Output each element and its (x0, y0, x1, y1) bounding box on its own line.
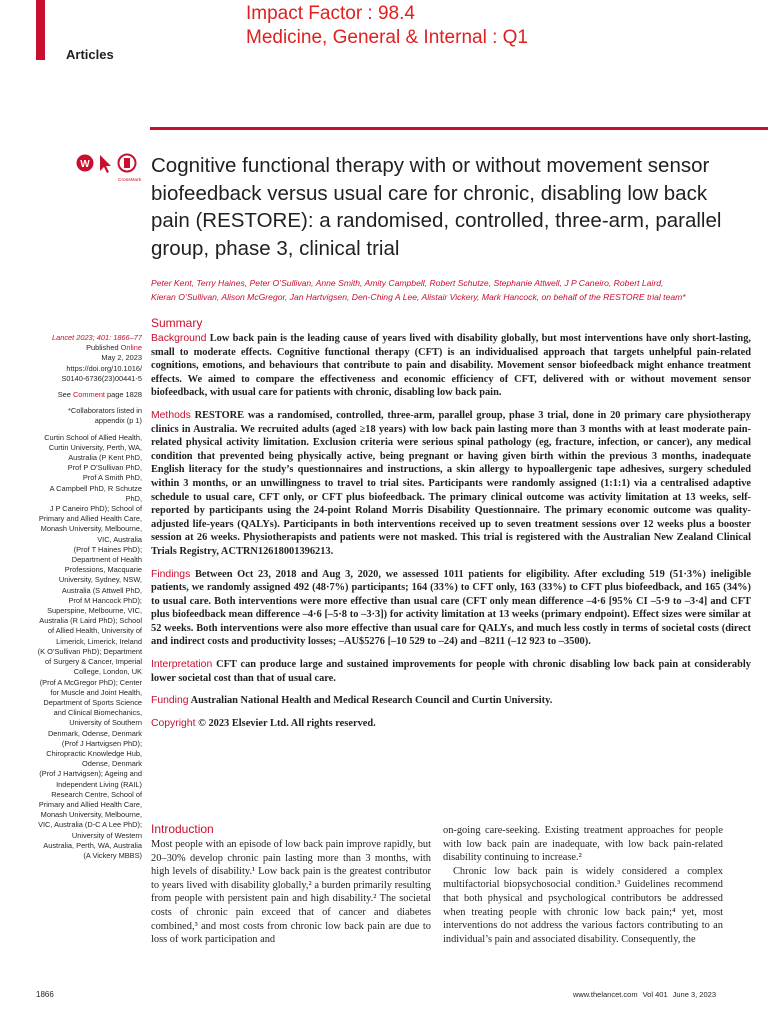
affiliation-line: Limerick, Limerick, Ireland (56, 636, 142, 646)
affiliation-line: Primary and Allied Health Care, (38, 799, 142, 809)
affiliation-line: Superspine, Melbourne, VIC, (47, 606, 142, 616)
authors-line-2: Kieran O’Sullivan, Alison McGregor, Jan Hartvigsen, Den-Ching A Lee, Alistair Vickery, Mark Hancock, on behalf of the RESTORE trial team* (151, 292, 686, 302)
affiliation-line: for Muscle and Joint Health, (50, 687, 142, 697)
affiliation-line: (Prof A McGregor PhD); Center (39, 677, 142, 687)
affiliation-line: (Prof T Haines PhD); (73, 544, 142, 554)
affiliation-line: VIC, Australia (97, 534, 142, 544)
affiliation-line: Prof A Smith PhD, (82, 473, 142, 483)
affiliation-line: Australia (S Attwell PhD, (61, 585, 142, 595)
article-badges (73, 150, 145, 190)
affiliation-line: Australia, Perth, WA, Australia (43, 840, 142, 850)
affiliation-line: Professions, Macquarie (64, 565, 142, 575)
page-number: 1866 (36, 990, 54, 999)
intro-paragraph: on-going care-seeking. Existing treatment approaches for people with low back pain are inadequate, with low back pain-related disability continuing to increase.² (443, 825, 723, 864)
affiliation-line: Monash University, Melbourne, (40, 810, 142, 820)
affiliations (36, 433, 142, 862)
affiliation-line: of Allied Health, University of (47, 626, 142, 636)
title-rule (150, 127, 768, 130)
summary-interpretation: Interpretation CFT can produce large and sustained improvements for people with chronic disabling low back pain at considerably lower societal cost than that of usual care. (151, 659, 751, 684)
footer-date: June 3, 2023 (672, 990, 716, 999)
collaborators-note-cont: appendix (p 1) (94, 416, 142, 426)
affiliation-line: Prof P O’Sullivan PhD, (67, 463, 142, 473)
footer-site[interactable]: www.thelancet.com (572, 990, 638, 999)
summary-copyright: Copyright © 2023 Elsevier Ltd. All rights reserved. (151, 717, 376, 729)
introduction-column-2 (443, 824, 723, 946)
summary-findings: Findings Between Oct 23, 2018 and Aug 3, 2020, we assessed 1011 patients for eligibility. After excluding 519 (51·3%) ineligible patients, we randomly assigned 492 (48·7%) participants; 164 (33%) to CFT only, 163 (33%) to CFT plus biofeedback, and 165 (34%) to usual care. Both interventions were more effective than usual care (CFT only mean difference –4·6 [95% CI –5·9 to –3·4] and CFT plus biofeedback mean difference –4·6 [–5·8 to –3·3]) for activity limitation at 13 weeks (primary endpoint). Effect sizes were similar at 52 weeks. Both interventions were also more effective than usual care for QALYs, and much less costly in terms of societal costs (direct and indirect costs and productivity losses; –AU$5276 [–10 529 to –24) and –8211 (–12 923 to –3500). (151, 568, 751, 648)
collaborators-note: *Collaborators listed in (68, 406, 142, 416)
affiliation-line: J P Caneiro PhD); School of (49, 504, 142, 514)
intro-paragraph: Most people with an episode of low back pain improve rapidly, but 20–30% develop chronic pain lasting more than 3 months, with high levels of disability.¹ Low back pain is the greatest contributor to years lived with disability globally,² a burden primarily resulting from people with persistent pain and high disability.² The societal costs of chronic pain exceed that of cancer and diabetes combined,³ and most costs from chronic low back pain are due to loss of work participation and (151, 839, 431, 946)
summary-heading: Summary (151, 316, 203, 330)
authors-line-1: Peter Kent, Terry Haines, Peter O’Sullivan, Anne Smith, Amity Campbell, Robert Schutze, Stephanie Attwell, J P Caneiro, Robert Laird, (151, 278, 664, 288)
affiliation-line: Odense, Denmark (82, 759, 142, 769)
summary-funding: Funding Australian National Health and Medical Research Council and Curtin University. (151, 695, 553, 707)
impact-factor-overlay (246, 2, 528, 50)
affiliation-line: A Campbell PhD, R Schutze PhD, (49, 483, 142, 503)
affiliation-line: Curtin School of Allied Health, (44, 432, 142, 442)
article-title: Cognitive functional therapy with or without movement sensor biofeedback versus usual care for chronic, disabling low back pain (RESTORE): a randomised, controlled, three-arm, parallel group, phase 3, clinical trial (151, 154, 722, 260)
introduction-column-1 (151, 838, 431, 947)
affiliation-line: Denmark, Odense, Denmark (47, 728, 142, 738)
affiliation-line: (K O’Sullivan PhD); Department (37, 646, 142, 656)
affiliation-line: College, London, UK (73, 667, 142, 677)
author-list (151, 276, 751, 304)
svg-text:W: W (80, 159, 90, 170)
summary-section (151, 316, 751, 739)
journal-category: Medicine, General & Internal : Q1 (246, 27, 528, 48)
intro-paragraph: Chronic low back pain is widely considered a complex multifactorial biopsychosocial condition.³ Guidelines recommend that both physical and psychological contributors be addressed when treating people with chronic low back pain;⁴ yet, most interventions do not address the various factors contributing to an individual’s pain and associated disability. Consequently, the (443, 865, 723, 945)
affiliation-line: Prof M Hancock PhD); (68, 595, 142, 605)
affiliation-line: VIC, Australia (D-C A Lee PhD); (38, 820, 142, 830)
affiliation-line: University, Sydney, NSW, (58, 575, 142, 585)
crossmark-label: CrossMark (118, 178, 142, 183)
published-date: May 2, 2023 (101, 353, 142, 363)
footer-info (568, 990, 716, 999)
published-line: Published Online (86, 343, 142, 353)
affiliation-line: University of Western (71, 830, 142, 840)
introduction-heading: Introduction (151, 822, 214, 836)
affiliation-line: of Surgery & Cancer, Imperial (45, 657, 142, 667)
affiliation-line: Chiropractic Knowledge Hub, (46, 748, 142, 758)
summary-methods: Methods RESTORE was a randomised, controlled, three-arm, parallel group, phase 3 trial, done in 20 primary care physiotherapy clinics in Australia. We recruited adults (aged ≥18 years) with low back pain lasting more than 3 months with at least moderate pain-related physical activity limitation. Exclusion criteria were serious spinal pathology (eg, fracture, infection, or cancer), any medical condition that prevented being physically active, being pregnant or having given birth within the previous 3 months, inadequate English literacy for the study’s questionnaires and instructions, a skin allergy to hypoallergenic tape adhesives, surgery scheduled within 3 months, or an unwillingness to travel to trial sites. Participants were randomly assigned (1:1:1) via a centralised adaptive schedule to usual care, CFT only, or CFT plus biofeedback. The primary clinical outcome was activity limitation at 13 weeks, self-reported by participants using the 24-point Roland Morris Disability Questionnaire. The primary economic outcome was quality-adjusted life-years (QALYs). Participants in both interventions received up to seven treatment sessions over 12 weeks plus a booster session at 26 weeks. Physiotherapists and patients were not masked. This trial is registered with the Australian New Zealand Clinical Trials Registry, ACTRN12618001396213. (151, 409, 751, 557)
cursor-icon (100, 155, 111, 173)
affiliation-line: Independent Living (RAIL) (56, 779, 142, 789)
affiliation-line: Australia (R Laird PhD); School (39, 616, 142, 626)
affiliation-line: (Prof J Hartvigsen); Ageing and (39, 769, 142, 779)
affiliation-line: (A Vickery MBBS) (83, 850, 142, 860)
affiliation-line: Research Centre, School of (51, 789, 142, 799)
affiliation-line: Department of Sports Science (43, 697, 142, 707)
footer-volume: Vol 401 (642, 990, 668, 999)
summary-background: Background Low back pain is the leading cause of years lived with disability globally, but most interventions have only short-lasting, small to moderate effects. Cognitive functional therapy (CFT) is an individualised approach that targets unhelpful pain-related cognitions, emotions, and behaviours that contribute to pain and disability. Movement sensor biofeedback might enhance treatment effects. We aimed to compare the effectiveness and economic efficiency of CFT, delivered with or without movement sensor biofeedback, with usual care for patients with chronic, disabling low back pain. (151, 333, 751, 399)
affiliation-line: (Prof J Hartvigsen PhD); (61, 738, 142, 748)
section-color-bar (36, 0, 45, 60)
see-comment[interactable]: See Comment page 1828 (57, 390, 142, 400)
citation: Lancet 2023; 401: 1866–77 (51, 333, 142, 342)
section-label: Articles (66, 47, 114, 62)
affiliation-line: Monash University, Melbourne, (40, 524, 142, 534)
affiliation-line: Curtin University, Perth, WA, (48, 442, 142, 452)
impact-factor: Impact Factor : 98.4 (246, 3, 415, 24)
doi-link[interactable]: https://doi.org/10.1016/ (66, 363, 142, 373)
affiliation-line: Department of Health (71, 555, 142, 565)
article-sidebar (36, 333, 142, 867)
affiliation-line: Primary and Allied Health Care, (38, 514, 142, 524)
affiliation-line: and Clinical Biomechanics, (53, 708, 142, 718)
doi-link-cont[interactable]: S0140-6736(23)00441-5 (61, 373, 142, 383)
badges-icon (73, 150, 145, 190)
affiliation-line: Australia (P Kent PhD, (68, 453, 142, 463)
affiliation-line: University of Southern (69, 718, 142, 728)
